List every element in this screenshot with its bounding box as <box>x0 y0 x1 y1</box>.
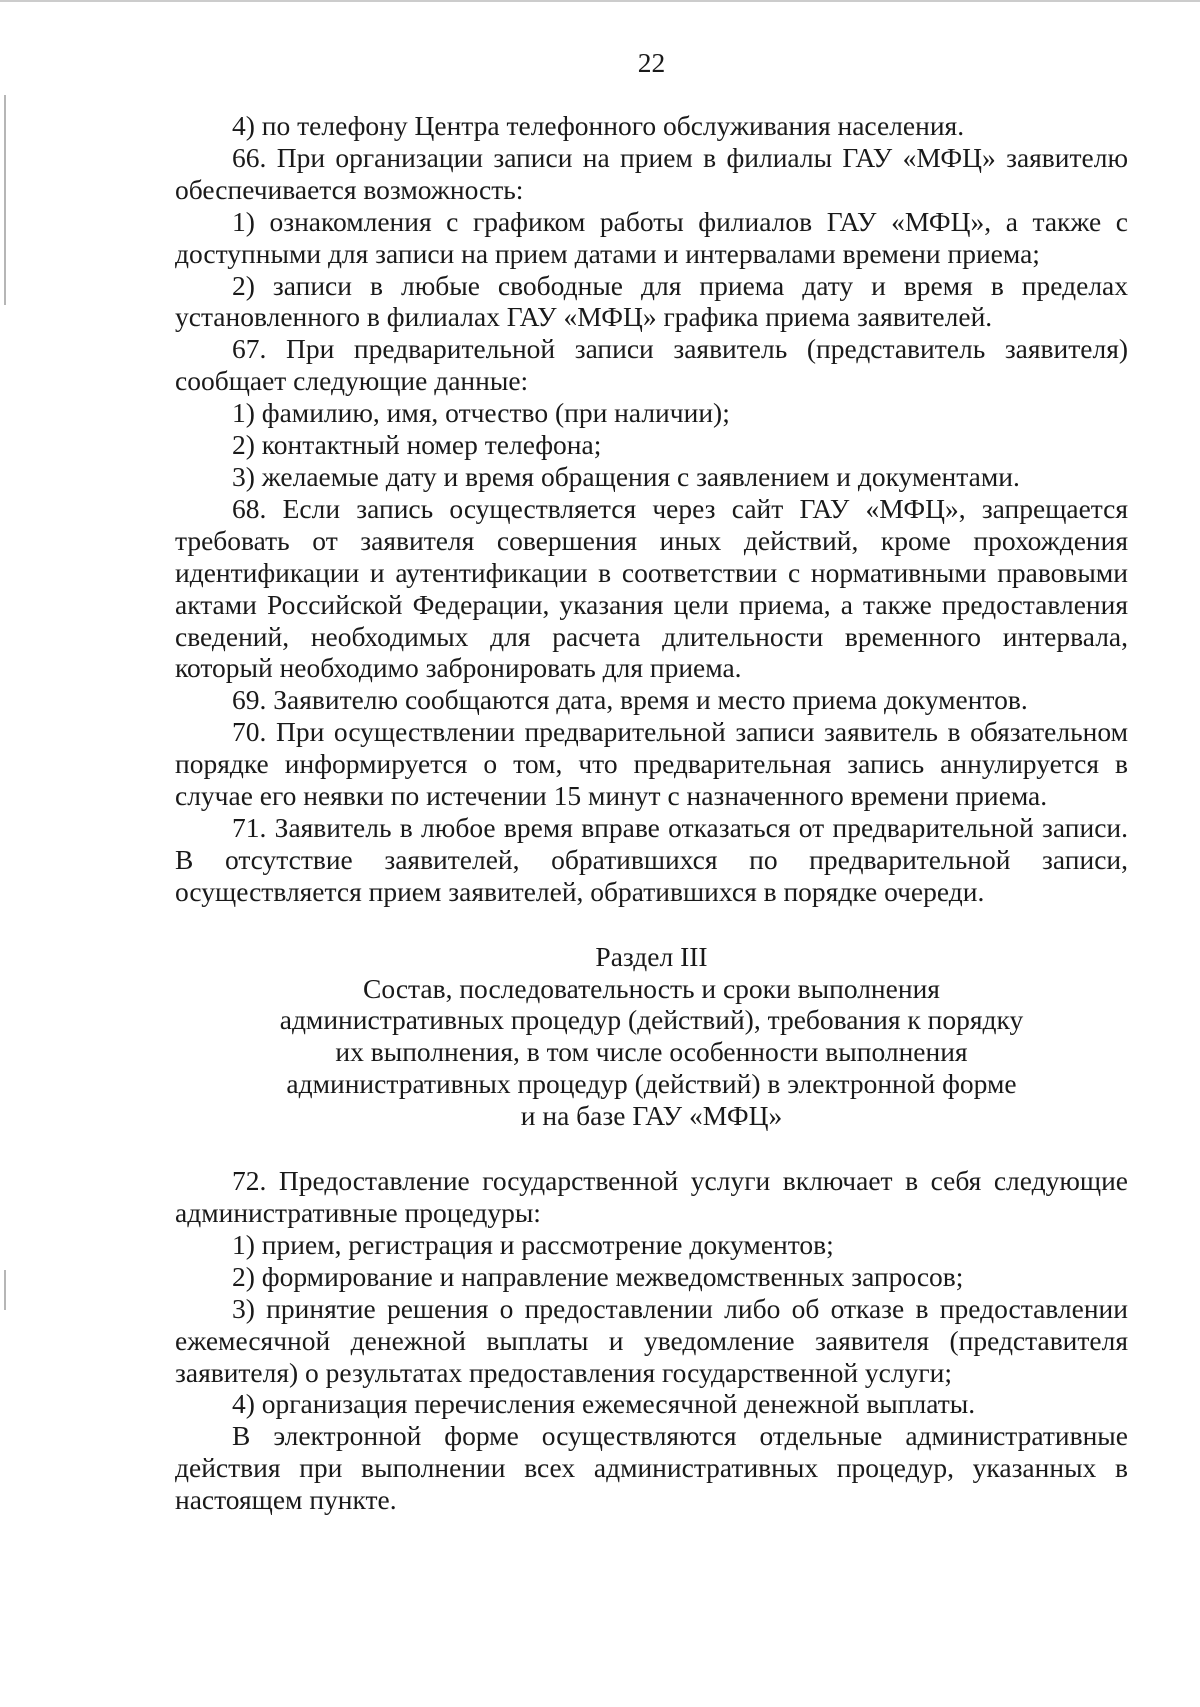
paragraph: 71. Заявитель в любое время вправе отказаться от предварительной записи. В отсутствие заявителей, обратившихся по предварительной записи, осуществляется прием заявителей, обратившихся в порядке очереди. <box>175 811 1128 907</box>
section-header <box>175 941 1128 1132</box>
paragraph: 4) по телефону Центра телефонного обслуживания населения. <box>232 110 965 141</box>
page-number: 22 <box>637 47 666 78</box>
paragraph: 1) фамилию, имя, отчество (при наличии); <box>232 397 730 429</box>
paragraph: 2) формирование и направление межведомственных запросов; <box>232 1260 964 1292</box>
paragraph: 67. При предварительной записи заявитель (представитель заявителя) сообщает следующие данные: <box>175 333 1128 397</box>
paragraph: 72. Предоставление государственной услуги включает в себя следующие административные процедуры: <box>175 1165 1128 1228</box>
section-title: Раздел III <box>595 940 708 972</box>
paragraph: 69. Заявителю сообщаются дата, время и место приема документов. <box>232 684 1028 716</box>
scan-edge-left <box>4 95 6 305</box>
section-heading-line: административных процедур (действий), требования к порядку <box>279 1004 1024 1036</box>
paragraph: 3) желаемые дату и время обращения с заявлением и документами. <box>232 460 1020 492</box>
paragraph: 68. Если запись осуществляется через сайт ГАУ «МФЦ», запрещается требовать от заявителя совершения иных действий, кроме прохождения идентификации и аутентификации в соответствии с нормативными правовыми актами Российской Федерации, указания цели приема, а также предоставления сведений, необходимых для расчета длительности временного интервала, который необходимо забронировать для приема. <box>175 492 1128 684</box>
paragraph: 70. При осуществлении предварительной записи заявитель в обязательном порядке информируется о том, что предварительная запись аннулируется в случае его неявки по истечении 15 минут с назначенного времени приема. <box>175 716 1128 812</box>
paragraph: 2) записи в любые свободные для приема дату и время в пределах установленного в филиалах ГАУ «МФЦ» графика приема заявителей. <box>175 269 1128 333</box>
section-heading-line: их выполнения, в том числе особенности выполнения <box>335 1036 968 1068</box>
scan-edge-top <box>0 0 1200 2</box>
section-heading-line: и на базе ГАУ «МФЦ» <box>520 1100 783 1132</box>
paragraph: 2) контактный номер телефона; <box>232 429 602 461</box>
paragraph: 1) ознакомления с графиком работы филиалов ГАУ «МФЦ», а также с доступными для записи на прием датами и интервалами времени приема; <box>175 205 1128 269</box>
paragraph: 4) организация перечисления ежемесячной денежной выплаты. <box>232 1388 976 1420</box>
paragraph: 3) принятие решения о предоставлении либо об отказе в предоставлении ежемесячной денежной выплаты и уведомление заявителя (представителя заявителя) о результатах предоставления государственной услуги; <box>175 1292 1128 1388</box>
section-heading-line: Состав, последовательность и сроки выполнения <box>363 972 940 1004</box>
paragraphs-after-section <box>175 1165 1128 1516</box>
scan-edge-left-lower <box>4 1270 6 1310</box>
paragraph: 66. При организации записи на прием в филиалы ГАУ «МФЦ» заявителю обеспечивается возможность: <box>175 141 1128 205</box>
paragraph: 1) прием, регистрация и рассмотрение документов; <box>232 1228 834 1260</box>
page-content <box>175 48 1128 1516</box>
section-heading-line: административных процедур (действий) в электронной форме <box>286 1068 1017 1100</box>
paragraphs-before-section <box>175 110 1128 908</box>
paragraph: В электронной форме осуществляются отдельные административные действия при выполнении всех административных процедур, указанных в настоящем пункте. <box>175 1420 1128 1516</box>
